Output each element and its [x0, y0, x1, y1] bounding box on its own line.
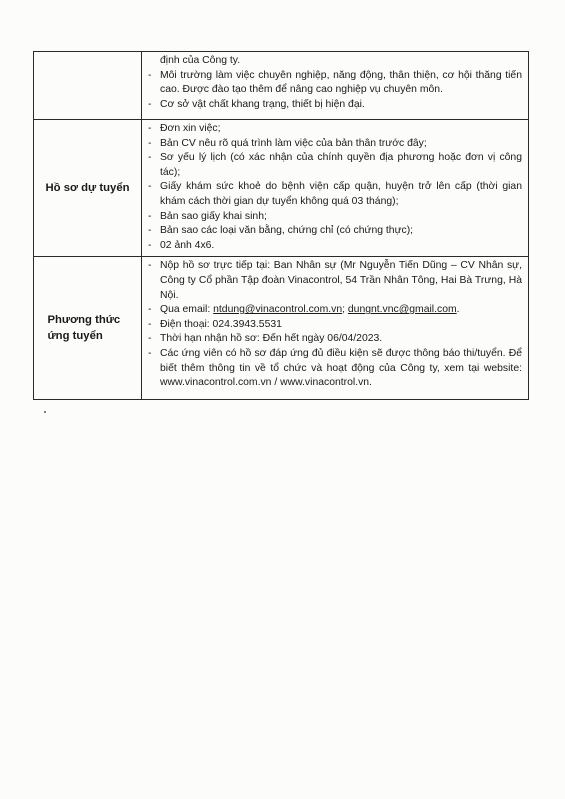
list-item: - Đơn xin việc;: [148, 122, 522, 137]
dash-bullet: -: [148, 210, 152, 222]
dash-bullet: -: [148, 239, 152, 251]
dash-bullet: -: [148, 152, 152, 164]
list-item: - Giấy khám sức khoẻ do bệnh viện cấp quận, huyện trở lên cấp (thời gian khám cách thời gian dự tuyển không quá 03 tháng);: [148, 181, 522, 207]
dash-bullet: -: [148, 304, 152, 316]
dash-bullet: -: [148, 137, 152, 149]
list-item: - Bản CV nêu rõ quá trình làm việc của bản thân trước đây;: [148, 137, 522, 152]
row-label-application-method: Phương thức ứng tuyển: [34, 257, 142, 400]
dash-bullet: -: [148, 333, 152, 345]
dash-bullet: -: [148, 181, 152, 193]
scan-speck: [44, 411, 46, 413]
dash-bullet: -: [148, 318, 152, 330]
list-item: - Bản sao các loại văn bằng, chứng chỉ (có chứng thực);: [148, 224, 522, 239]
list-item: - Nộp hồ sơ trực tiếp tại: Ban Nhân sự (Mr Nguyễn Tiến Dũng – CV Nhân sự, Công ty Cổ phần Tập đoàn Vinacontrol, 54 Trần Nhân Tông, Hai Bà Trưng, Hà Nội.: [148, 260, 522, 301]
email-link-secondary[interactable]: dungnt.vnc@gmail.com: [347, 304, 457, 316]
dash-bullet: -: [148, 123, 152, 134]
email-link-primary[interactable]: ntdung@vinacontrol.com.vn: [213, 304, 343, 316]
table-row-benefits: [34, 52, 529, 120]
list-item: - Các ứng viên có hồ sơ đáp ứng đủ điều kiện sẽ được thông báo thi/tuyển. Để biết thêm thông tin về tổ chức và hoạt động của Công ty, xem tại website: www.vinacontrol.com.vn / www.vinacontrol.vn.: [148, 347, 522, 389]
row-content-benefits: [142, 52, 529, 120]
list-item: - Sơ yếu lý lịch (có xác nhận của chính quyền địa phương hoặc đơn vị công tác);: [148, 152, 522, 178]
dash-bullet: -: [148, 69, 152, 81]
table-row-application-method: [34, 257, 529, 400]
row-label-benefits: [34, 52, 142, 120]
list-item: - Cơ sở vật chất khang trạng, thiết bị hiện đại.: [148, 98, 522, 113]
list-item: - 02 ảnh 4x6.: [148, 239, 522, 254]
row-content-application-documents: [142, 120, 529, 257]
list-item: - Thời hạn nhận hồ sơ: Đến hết ngày 06/04/2023.: [148, 332, 522, 347]
list-item: - Bản sao giấy khai sinh;: [148, 210, 522, 225]
list-item: định của Công ty.: [160, 55, 241, 66]
recruitment-info-table: [33, 51, 529, 400]
list-item: - Môi trường làm việc chuyên nghiệp, năng động, thân thiện, cơ hội thăng tiến cao. Được đào tạo thêm để nâng cao nghiệp vụ chuyên môn.: [148, 69, 522, 96]
row-label-application-documents: Hồ sơ dự tuyển: [34, 120, 142, 257]
list-item-email: - Qua email: ntdung@vinacontrol.com.vn; dungnt.vnc@gmail.com.: [148, 303, 522, 318]
table-row-application-documents: [34, 120, 529, 257]
list-item: - Điện thoại: 024.3943.5531: [148, 318, 522, 333]
dash-bullet: -: [148, 260, 152, 272]
dash-bullet: -: [148, 347, 152, 359]
row-content-application-method: [142, 257, 529, 400]
dash-bullet: -: [148, 225, 152, 237]
dash-bullet: -: [148, 98, 152, 110]
